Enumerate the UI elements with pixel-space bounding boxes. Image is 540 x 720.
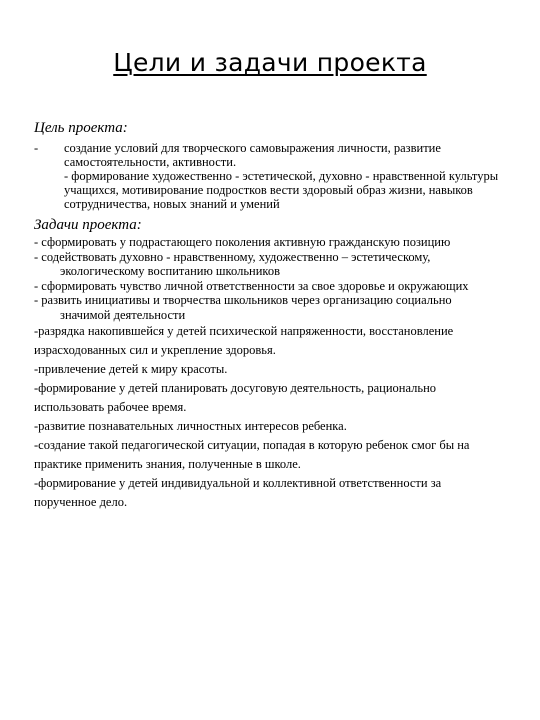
tasks-list [34,235,502,512]
goal-line: - формирование художественно - эстетической, духовно - нравственной культуры учащихся, мотивирование подростков вести здоровый образ жизни, навыков сотрудничества, новых знаний и умений [64,169,499,211]
slide-content [34,118,502,512]
page-title: Цели и задачи проекта [113,48,427,77]
task-item: - содействовать духовно - нравственному, художественно – эстетическому, экологическому воспитанию школьников [34,249,431,278]
task-item: - развить инициативы и творчества школьников через организацию социально значимой деятельности [34,293,452,322]
task-item: - сформировать у подрастающего поколения активную гражданскую позицию [34,235,451,249]
goal-heading: Цель проекта: [34,120,128,136]
goal-item [34,141,502,211]
task-item: -создание такой педагогической ситуации, попадая в которую ребенок смог бы на практике применить знания, полученные в школе. [34,438,470,471]
task-item: -привлечение детей к миру красоты. [34,362,228,376]
task-item: -формирование у детей планировать досуговую деятельность, рационально использовать рабочее время. [34,381,437,414]
task-item: - сформировать чувство личной ответственности за свое здоровье и окружающих [34,278,469,293]
task-item: -формирование у детей индивидуальной и коллективной ответственности за порученное дело. [34,476,442,509]
goal-bullet: - [34,141,39,155]
tasks-heading: Задачи проекта: [34,217,142,233]
goal-text [64,141,502,211]
task-item: -разрядка накопившейся у детей психической напряженности, восстановление израсходованных сил и укрепление здоровья. [34,324,454,357]
task-item: -развитие познавательных личностных интересов ребенка. [34,419,347,433]
goal-line: создание условий для творческого самовыражения личности, развитие самостоятельности, активности. [64,141,441,169]
